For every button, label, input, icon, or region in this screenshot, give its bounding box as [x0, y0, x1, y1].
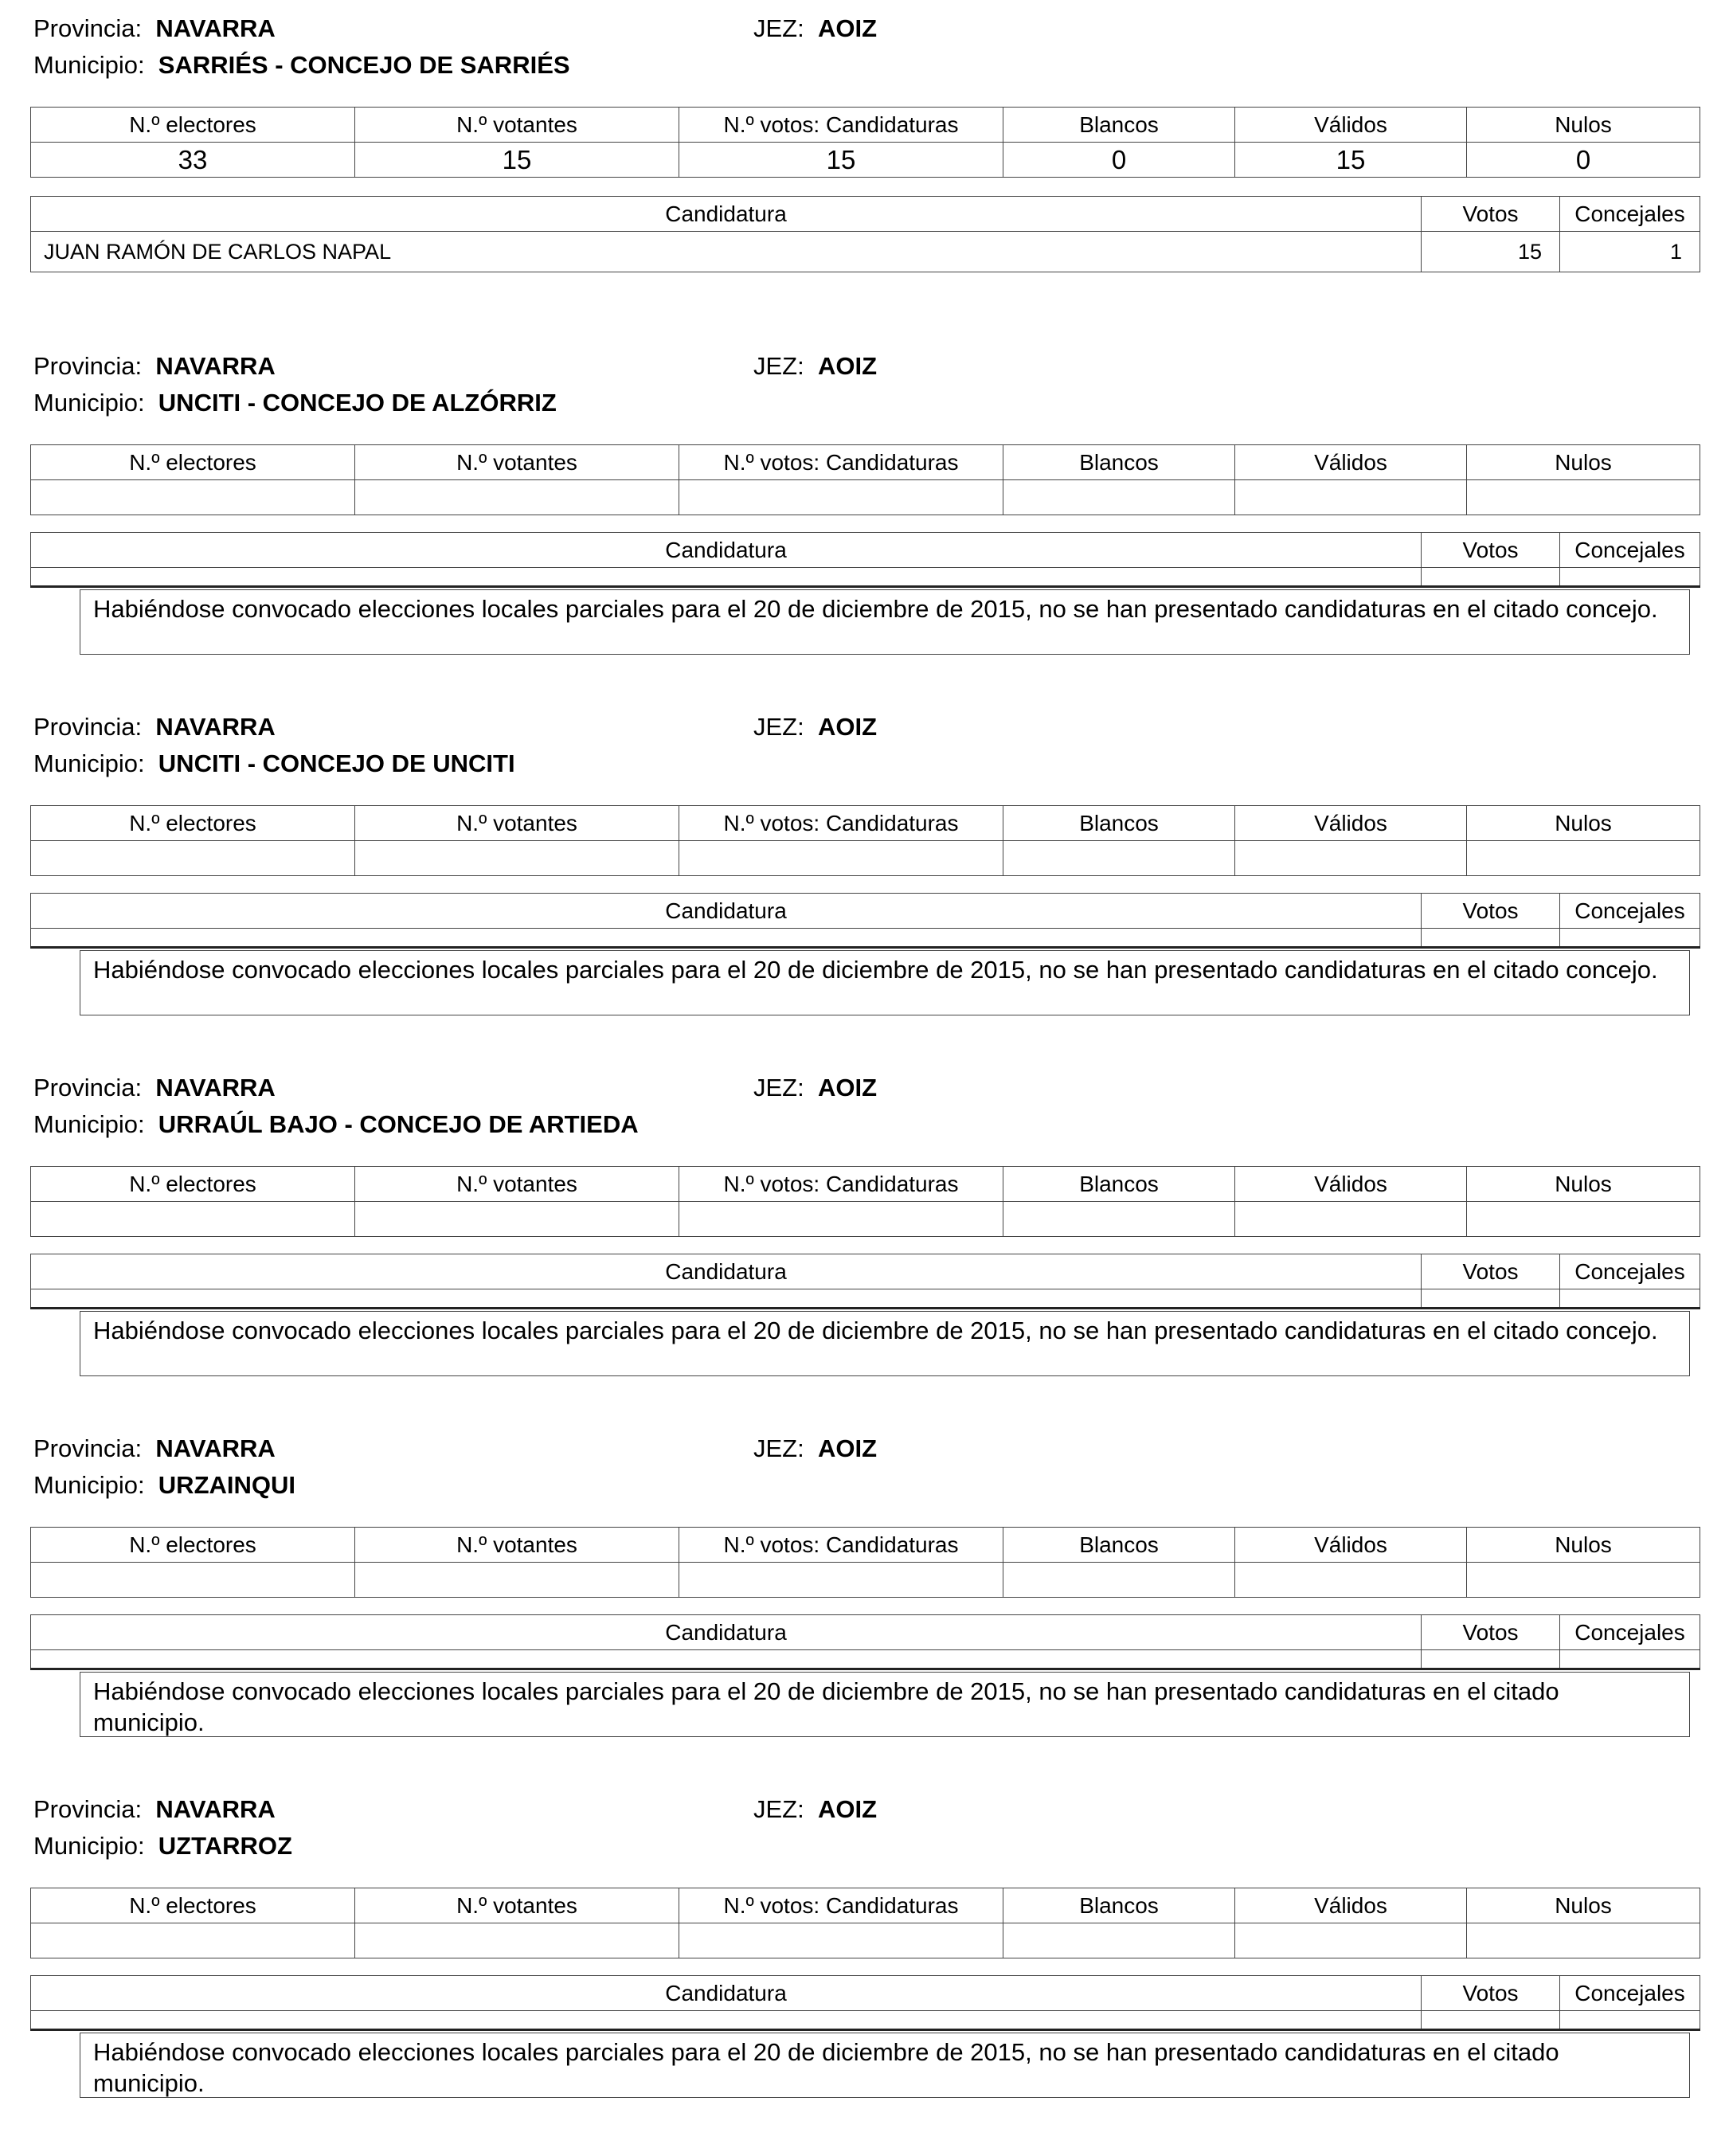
candidatura-empty-row	[31, 929, 1700, 948]
candidaturas-table	[30, 1975, 1700, 2031]
value-blancos: 0	[1003, 143, 1235, 178]
candidatura-votos: 15	[1422, 232, 1560, 272]
value-electores	[31, 841, 355, 876]
candidatura-empty-row	[31, 2011, 1700, 2030]
col-candidatura: Candidatura	[31, 533, 1422, 568]
provincia-line	[33, 14, 276, 43]
provincia-label: Provincia:	[33, 1795, 143, 1823]
value-blancos	[1003, 1202, 1235, 1237]
results-header-row	[31, 806, 1700, 841]
col-votos: Votos	[1422, 894, 1560, 929]
candidaturas-table	[30, 1254, 1700, 1309]
results-values-row	[31, 480, 1700, 515]
col-blancos: Blancos	[1003, 445, 1235, 480]
candidatura-empty-row	[31, 568, 1700, 587]
col-votos-candidaturas: N.º votos: Candidaturas	[679, 445, 1003, 480]
no-candidaturas-note: Habiéndose convocado elecciones locales parciales para el 20 de diciembre de 2015, no se han presentado candidaturas en el citado concejo.	[80, 950, 1690, 1015]
col-nulos: Nulos	[1467, 445, 1700, 480]
col-votos: Votos	[1422, 533, 1560, 568]
value-nulos: 0	[1467, 143, 1700, 178]
provincia-value: NAVARRA	[155, 1074, 276, 1101]
col-votos: Votos	[1422, 1615, 1560, 1650]
value-nulos	[1467, 1923, 1700, 1958]
municipio-section	[0, 338, 1725, 656]
value-votos-candidaturas	[679, 480, 1003, 515]
candidatura-name: JUAN RAMÓN DE CARLOS NAPAL	[31, 232, 1422, 272]
results-values-row	[31, 1202, 1700, 1237]
value-votos-candidaturas	[679, 1923, 1003, 1958]
municipio-value: UNCITI - CONCEJO DE ALZÓRRIZ	[158, 389, 557, 417]
municipio-section	[0, 1059, 1725, 1378]
candidaturas-header-row	[31, 533, 1700, 568]
municipio-section	[0, 698, 1725, 1017]
col-validos: Válidos	[1235, 1888, 1467, 1923]
provincia-value: NAVARRA	[155, 14, 276, 42]
col-votantes: N.º votantes	[355, 806, 679, 841]
col-votantes: N.º votantes	[355, 1528, 679, 1563]
jez-line	[753, 1434, 877, 1463]
provincia-value: NAVARRA	[155, 1434, 276, 1462]
results-header-row	[31, 445, 1700, 480]
value-validos	[1235, 480, 1467, 515]
provincia-value: NAVARRA	[155, 713, 276, 741]
results-table	[30, 805, 1700, 876]
candidaturas-table	[30, 1614, 1700, 1670]
jez-label: JEZ:	[753, 1074, 804, 1101]
municipio-label: Municipio:	[33, 1110, 145, 1138]
jez-line	[753, 713, 877, 741]
no-candidaturas-note: Habiéndose convocado elecciones locales parciales para el 20 de diciembre de 2015, no se han presentado candidaturas en el citado concejo.	[80, 1311, 1690, 1376]
col-votos-candidaturas: N.º votos: Candidaturas	[679, 1167, 1003, 1202]
municipio-label: Municipio:	[33, 1471, 145, 1499]
jez-value: AOIZ	[817, 1074, 878, 1101]
col-concejales: Concejales	[1560, 894, 1700, 929]
candidaturas-header-row	[31, 894, 1700, 929]
results-header-row	[31, 108, 1700, 143]
col-blancos: Blancos	[1003, 806, 1235, 841]
results-header-row	[31, 1167, 1700, 1202]
jez-line	[753, 1795, 877, 1824]
results-header-row	[31, 1888, 1700, 1923]
value-votos-candidaturas	[679, 1202, 1003, 1237]
jez-line	[753, 14, 877, 43]
value-nulos	[1467, 1563, 1700, 1598]
municipio-label: Municipio:	[33, 51, 145, 79]
col-concejales: Concejales	[1560, 197, 1700, 232]
col-votos: Votos	[1422, 1254, 1560, 1289]
candidaturas-table	[30, 532, 1700, 588]
candidatura-row	[31, 232, 1700, 272]
provincia-line	[33, 713, 276, 741]
col-concejales: Concejales	[1560, 1976, 1700, 2011]
col-electores: N.º electores	[31, 1888, 355, 1923]
municipio-value: SARRIÉS - CONCEJO DE SARRIÉS	[158, 51, 570, 79]
col-candidatura: Candidatura	[31, 197, 1422, 232]
col-concejales: Concejales	[1560, 1254, 1700, 1289]
value-blancos	[1003, 1563, 1235, 1598]
value-electores	[31, 480, 355, 515]
municipio-value: URRAÚL BAJO - CONCEJO DE ARTIEDA	[158, 1110, 639, 1138]
value-votos-candidaturas: 15	[679, 143, 1003, 178]
municipio-label: Municipio:	[33, 749, 145, 777]
value-votos-candidaturas	[679, 841, 1003, 876]
value-validos	[1235, 1563, 1467, 1598]
candidaturas-table	[30, 893, 1700, 949]
value-votantes	[355, 1563, 679, 1598]
col-validos: Válidos	[1235, 445, 1467, 480]
value-electores	[31, 1202, 355, 1237]
candidaturas-header-row	[31, 197, 1700, 232]
municipio-value: URZAINQUI	[158, 1471, 296, 1499]
results-header-row	[31, 1528, 1700, 1563]
municipio-section	[0, 1781, 1725, 2099]
municipio-line	[33, 1471, 295, 1500]
value-electores	[31, 1563, 355, 1598]
municipio-label: Municipio:	[33, 1832, 145, 1860]
col-votos: Votos	[1422, 1976, 1560, 2011]
col-nulos: Nulos	[1467, 108, 1700, 143]
value-votantes	[355, 480, 679, 515]
results-values-row	[31, 143, 1700, 178]
value-votantes	[355, 1202, 679, 1237]
candidatura-concejales: 1	[1560, 232, 1700, 272]
col-votos-candidaturas: N.º votos: Candidaturas	[679, 806, 1003, 841]
value-votantes	[355, 1923, 679, 1958]
col-nulos: Nulos	[1467, 1528, 1700, 1563]
col-nulos: Nulos	[1467, 806, 1700, 841]
col-concejales: Concejales	[1560, 1615, 1700, 1650]
col-validos: Válidos	[1235, 108, 1467, 143]
provincia-label: Provincia:	[33, 352, 143, 380]
candidaturas-table	[30, 196, 1700, 272]
value-validos: 15	[1235, 143, 1467, 178]
jez-label: JEZ:	[753, 1434, 804, 1462]
no-candidaturas-note: Habiéndose convocado elecciones locales parciales para el 20 de diciembre de 2015, no se han presentado candidaturas en el citado concejo.	[80, 589, 1690, 655]
municipio-line	[33, 389, 557, 417]
jez-label: JEZ:	[753, 713, 804, 741]
jez-value: AOIZ	[817, 713, 878, 741]
col-concejales: Concejales	[1560, 533, 1700, 568]
col-blancos: Blancos	[1003, 108, 1235, 143]
value-blancos	[1003, 480, 1235, 515]
municipio-value: UNCITI - CONCEJO DE UNCITI	[158, 749, 515, 777]
col-electores: N.º electores	[31, 108, 355, 143]
provincia-line	[33, 1074, 276, 1102]
jez-line	[753, 1074, 877, 1102]
municipio-label: Municipio:	[33, 389, 145, 417]
no-candidaturas-note: Habiéndose convocado elecciones locales parciales para el 20 de diciembre de 2015, no se han presentado candidaturas en el citado municipio.	[80, 2033, 1690, 2098]
col-votantes: N.º votantes	[355, 108, 679, 143]
candidaturas-header-row	[31, 1254, 1700, 1289]
value-votantes: 15	[355, 143, 679, 178]
col-validos: Válidos	[1235, 806, 1467, 841]
candidaturas-header-row	[31, 1976, 1700, 2011]
col-electores: N.º electores	[31, 806, 355, 841]
results-table	[30, 1166, 1700, 1237]
candidatura-empty-row	[31, 1650, 1700, 1669]
municipio-section	[0, 1420, 1725, 1739]
col-candidatura: Candidatura	[31, 1615, 1422, 1650]
provincia-line	[33, 352, 276, 381]
value-electores	[31, 1923, 355, 1958]
value-votantes	[355, 841, 679, 876]
col-votos-candidaturas: N.º votos: Candidaturas	[679, 1528, 1003, 1563]
jez-label: JEZ:	[753, 1795, 804, 1823]
municipio-value: UZTARROZ	[158, 1832, 292, 1860]
provincia-line	[33, 1795, 276, 1824]
col-nulos: Nulos	[1467, 1888, 1700, 1923]
col-votantes: N.º votantes	[355, 1167, 679, 1202]
municipio-line	[33, 749, 515, 778]
provincia-value: NAVARRA	[155, 1795, 276, 1823]
no-candidaturas-note: Habiéndose convocado elecciones locales parciales para el 20 de diciembre de 2015, no se han presentado candidaturas en el citado municipio.	[80, 1672, 1690, 1737]
results-values-row	[31, 1923, 1700, 1958]
results-values-row	[31, 1563, 1700, 1598]
results-table	[30, 1888, 1700, 1958]
provincia-label: Provincia:	[33, 14, 143, 42]
col-blancos: Blancos	[1003, 1528, 1235, 1563]
col-votos-candidaturas: N.º votos: Candidaturas	[679, 108, 1003, 143]
value-votos-candidaturas	[679, 1563, 1003, 1598]
municipio-line	[33, 1832, 292, 1861]
value-electores: 33	[31, 143, 355, 178]
results-table	[30, 107, 1700, 178]
results-table	[30, 1527, 1700, 1598]
col-electores: N.º electores	[31, 445, 355, 480]
value-nulos	[1467, 1202, 1700, 1237]
value-blancos	[1003, 841, 1235, 876]
value-validos	[1235, 1923, 1467, 1958]
col-blancos: Blancos	[1003, 1888, 1235, 1923]
provincia-line	[33, 1434, 276, 1463]
col-candidatura: Candidatura	[31, 1254, 1422, 1289]
municipio-line	[33, 1110, 639, 1139]
col-votos: Votos	[1422, 197, 1560, 232]
col-blancos: Blancos	[1003, 1167, 1235, 1202]
col-votos-candidaturas: N.º votos: Candidaturas	[679, 1888, 1003, 1923]
col-candidatura: Candidatura	[31, 1976, 1422, 2011]
value-blancos	[1003, 1923, 1235, 1958]
jez-value: AOIZ	[817, 1434, 878, 1462]
value-nulos	[1467, 480, 1700, 515]
candidaturas-header-row	[31, 1615, 1700, 1650]
jez-value: AOIZ	[817, 352, 878, 380]
jez-line	[753, 352, 877, 381]
provincia-value: NAVARRA	[155, 352, 276, 380]
col-validos: Válidos	[1235, 1167, 1467, 1202]
jez-value: AOIZ	[817, 1795, 878, 1823]
value-validos	[1235, 841, 1467, 876]
municipio-line	[33, 51, 570, 80]
value-nulos	[1467, 841, 1700, 876]
jez-label: JEZ:	[753, 352, 804, 380]
col-votantes: N.º votantes	[355, 445, 679, 480]
col-candidatura: Candidatura	[31, 894, 1422, 929]
candidatura-empty-row	[31, 1289, 1700, 1309]
provincia-label: Provincia:	[33, 1074, 143, 1101]
municipio-section	[0, 0, 1725, 319]
jez-label: JEZ:	[753, 14, 804, 42]
provincia-label: Provincia:	[33, 1434, 143, 1462]
col-validos: Válidos	[1235, 1528, 1467, 1563]
col-electores: N.º electores	[31, 1167, 355, 1202]
col-votantes: N.º votantes	[355, 1888, 679, 1923]
col-nulos: Nulos	[1467, 1167, 1700, 1202]
jez-value: AOIZ	[817, 14, 878, 42]
col-electores: N.º electores	[31, 1528, 355, 1563]
provincia-label: Provincia:	[33, 713, 143, 741]
results-table	[30, 444, 1700, 515]
value-validos	[1235, 1202, 1467, 1237]
results-values-row	[31, 841, 1700, 876]
